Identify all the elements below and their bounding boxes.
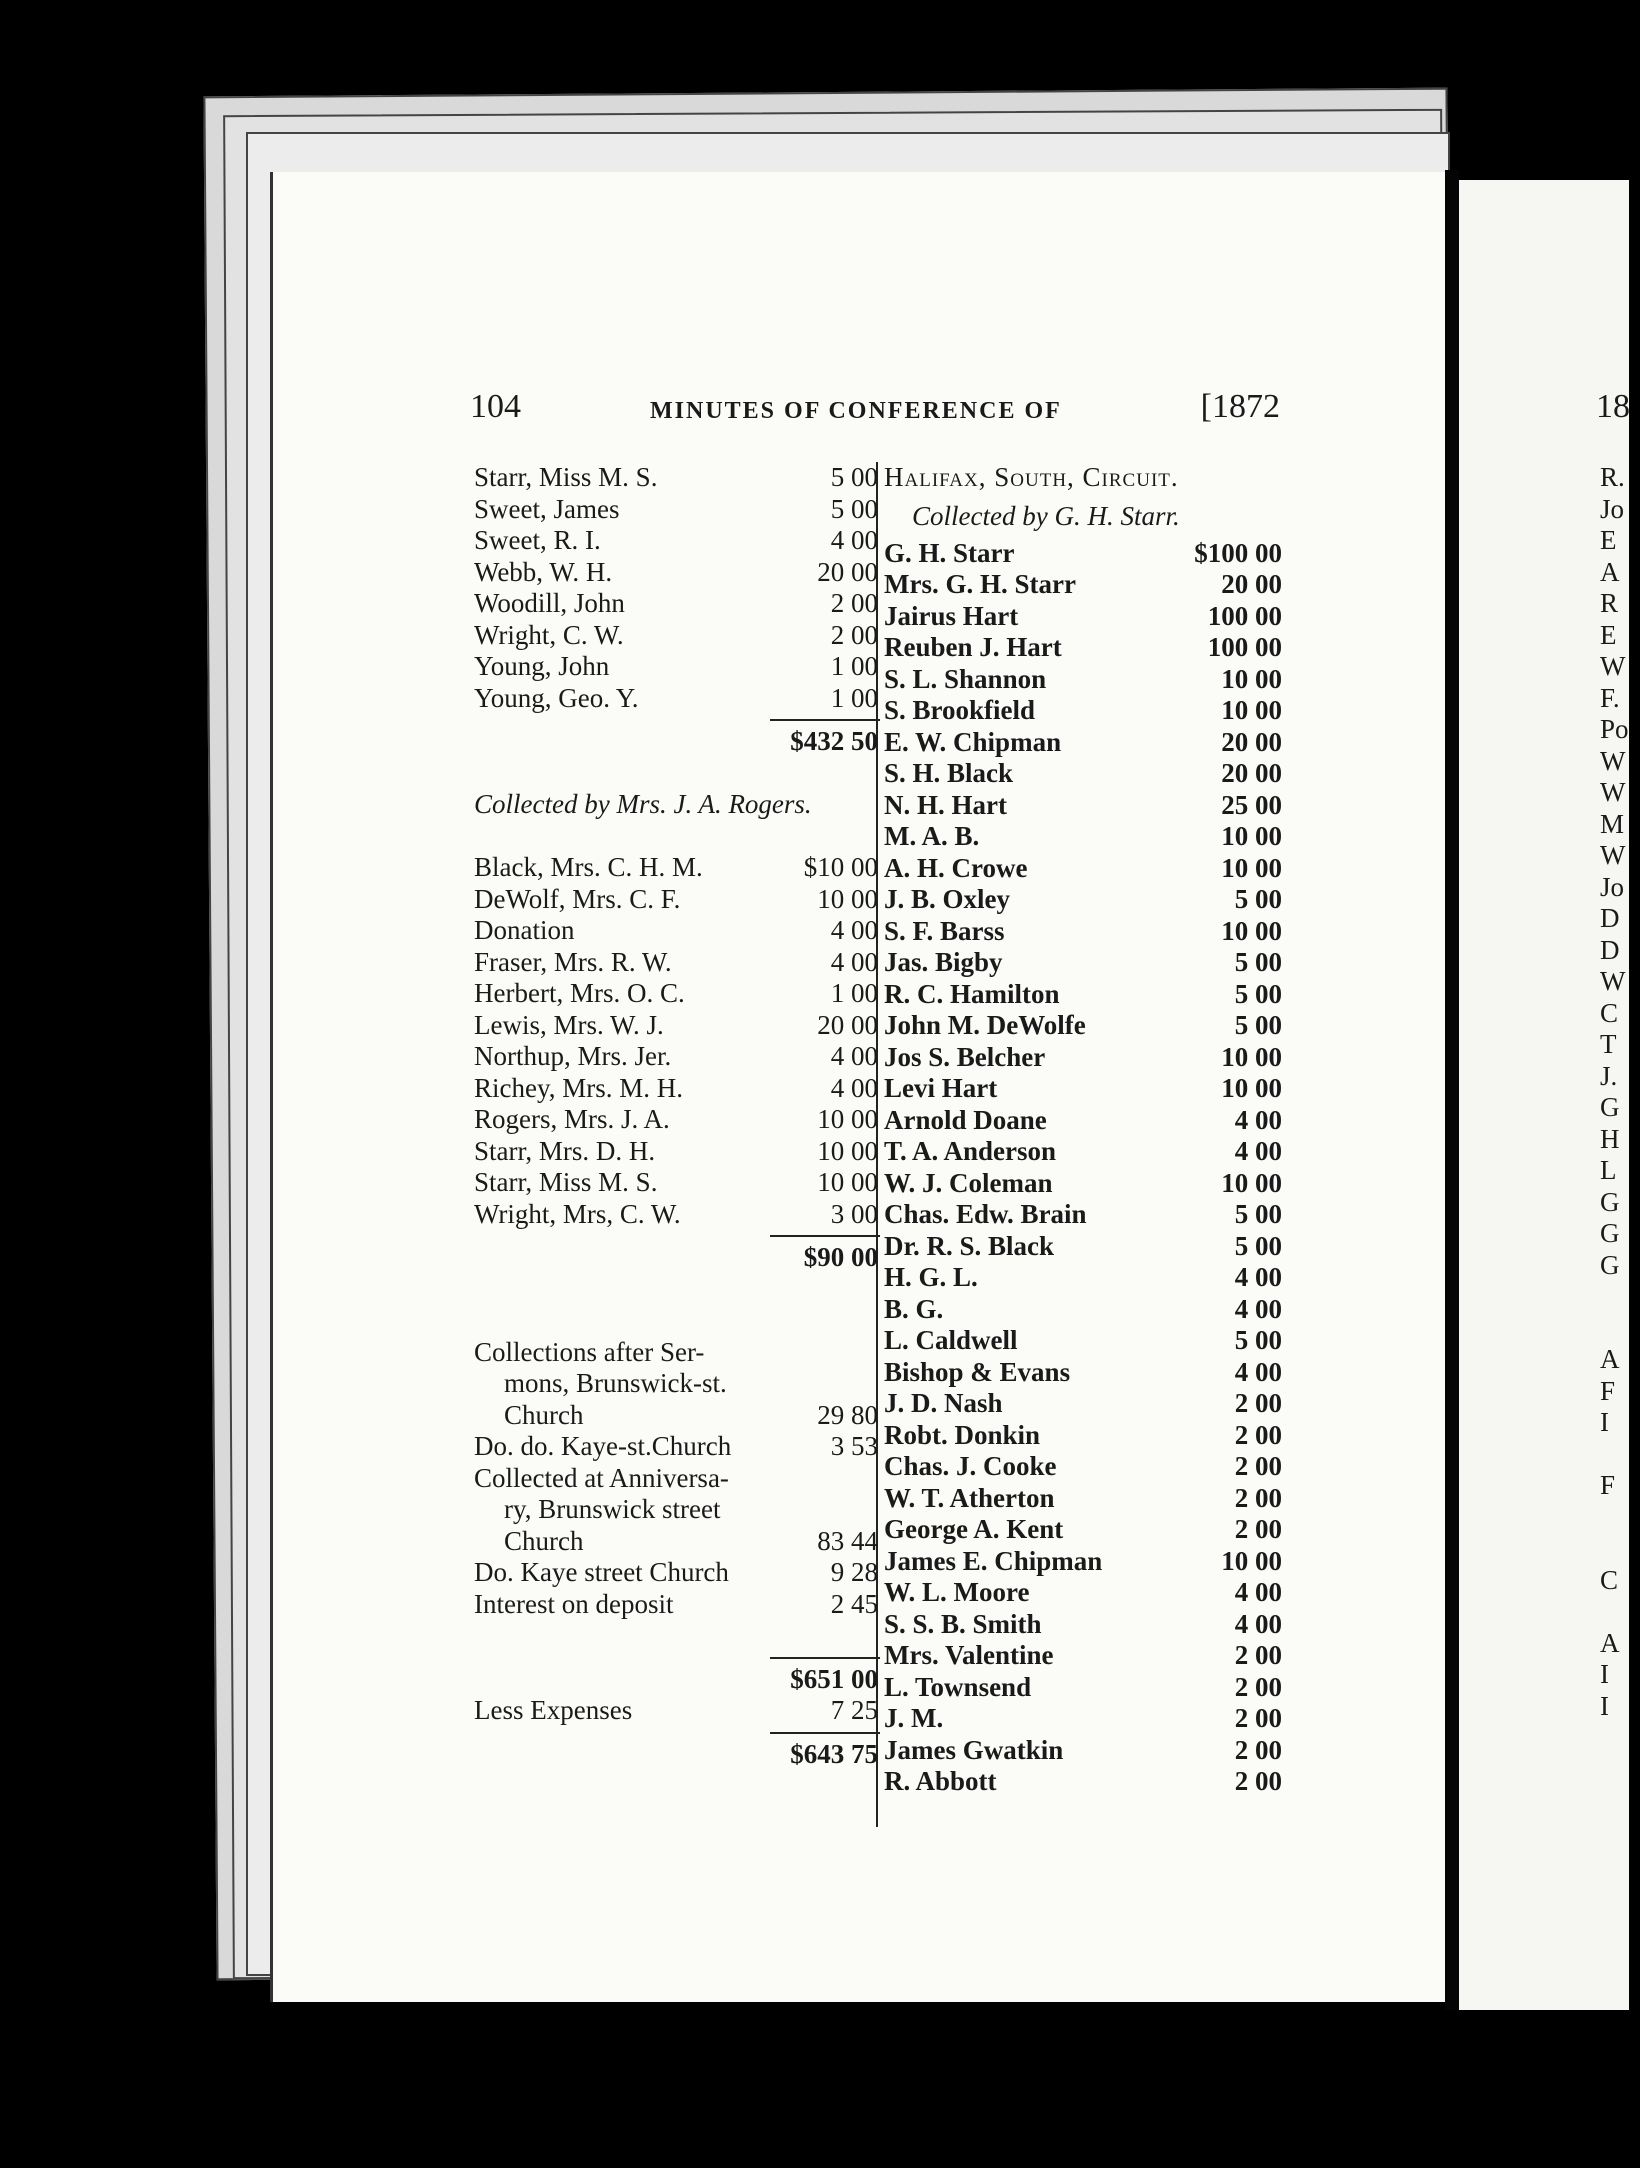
list-item-name: S. L. Shannon <box>884 663 1047 694</box>
list-item-amount: 10 00 <box>817 1167 878 1197</box>
list-item-name: W. J. Coleman <box>884 1167 1053 1198</box>
list-item-name: Chas. J. Cooke <box>884 1451 1057 1481</box>
total-amount: $432 50 <box>790 726 878 756</box>
list-item-amount: 20 00 <box>1221 569 1282 599</box>
list-item-amount: 2 00 <box>1234 1514 1282 1544</box>
collections-text: Collections after Ser- <box>474 1336 705 1367</box>
collected-by-heading <box>882 494 1282 538</box>
list-item-amount: 2 00 <box>1234 1482 1282 1513</box>
list-item-name: Black, Mrs. C. H. M. <box>474 852 703 882</box>
list-item-amount: 20 00 <box>817 556 878 587</box>
list-item-name: Starr, Mrs. D. H. <box>474 1135 656 1166</box>
list-item <box>470 557 880 589</box>
list-item-amount: 20 00 <box>817 1009 878 1040</box>
less-expenses-label: Less Expenses <box>474 1695 633 1725</box>
total-row <box>470 726 880 758</box>
facing-page-letter <box>1600 1439 1640 1471</box>
list-item-name: Young, Geo. Y. <box>474 682 639 713</box>
facing-page-letter: I <box>1600 1690 1609 1721</box>
list-item <box>470 1010 880 1042</box>
facing-page-number: 18 <box>1596 388 1630 425</box>
list-item-amount: 10 00 <box>1221 1041 1282 1072</box>
list-item-name: W. T. Atherton <box>884 1482 1055 1513</box>
list-item-amount: 5 00 <box>1234 1199 1282 1229</box>
list-item-name: Webb, W. H. <box>474 556 613 587</box>
less-expenses-amount: 7 25 <box>830 1695 878 1725</box>
subscriber-list-3 <box>882 538 1282 1798</box>
total-rule <box>470 1230 880 1242</box>
total-rule <box>470 1727 880 1739</box>
list-item <box>882 727 1282 759</box>
facing-page-letter: G <box>1600 1249 1620 1280</box>
list-item-amount: 25 00 <box>1221 789 1282 820</box>
list-item <box>882 1105 1282 1137</box>
list-item-amount: 100 00 <box>1207 600 1282 631</box>
facing-page-letter: W <box>1600 966 1626 996</box>
list-item <box>882 1420 1282 1452</box>
list-item <box>470 915 880 947</box>
final-total-amount: $643 75 <box>790 1738 878 1769</box>
facing-page-letter: C <box>1600 1564 1619 1595</box>
list-item-name: Richey, Mrs. M. H. <box>474 1072 683 1103</box>
subscriber-list-1 <box>470 462 880 714</box>
list-item-name: S. Brookfield <box>884 695 1036 725</box>
list-item-name: John M. DeWolfe <box>884 1010 1086 1040</box>
list-item <box>882 979 1282 1011</box>
list-item-amount: 2 00 <box>830 619 878 650</box>
list-item-amount: 5 00 <box>1234 1230 1282 1261</box>
list-item-amount: 5 00 <box>830 462 878 492</box>
facing-page-letter: R. <box>1600 462 1625 492</box>
list-item <box>470 620 880 652</box>
list-item-amount: 10 00 <box>1221 1073 1282 1103</box>
list-item <box>882 1514 1282 1546</box>
list-item-amount: 20 00 <box>1221 726 1282 757</box>
collections-line <box>470 1431 880 1463</box>
facing-page-letter: W <box>1600 777 1626 807</box>
list-item-name: DeWolf, Mrs. C. F. <box>474 883 681 914</box>
list-item-name: H. G. L. <box>884 1262 978 1292</box>
list-item-name: Young, John <box>474 651 610 681</box>
list-item-name: James Gwatkin <box>884 1734 1064 1765</box>
facing-page-letter: W <box>1600 840 1626 870</box>
list-item-name: Northup, Mrs. Jer. <box>474 1041 672 1071</box>
list-item <box>882 1388 1282 1420</box>
collected-by-label: Collected by G. H. Starr. <box>912 500 1180 531</box>
list-item <box>882 1136 1282 1168</box>
list-item <box>882 790 1282 822</box>
list-item-name: S. S. B. Smith <box>884 1608 1042 1639</box>
collections-line <box>470 1400 880 1432</box>
list-item-amount: 1 00 <box>830 978 878 1008</box>
list-item-name: N. H. Hart <box>884 789 1007 820</box>
list-item-amount: 4 00 <box>830 1072 878 1103</box>
list-item-name: L. Townsend <box>884 1671 1032 1702</box>
list-item <box>470 1136 880 1168</box>
list-item <box>882 1357 1282 1389</box>
facing-page-letter: F <box>1600 1375 1616 1406</box>
list-item <box>882 1640 1282 1672</box>
facing-page-letter: W <box>1600 651 1626 681</box>
list-item <box>470 462 880 494</box>
facing-page-letter: J. <box>1600 1060 1618 1091</box>
list-item <box>882 1451 1282 1483</box>
collections-line <box>470 1463 880 1495</box>
list-item <box>470 947 880 979</box>
list-item-name: R. Abbott <box>884 1766 997 1796</box>
collections-line <box>470 1368 880 1400</box>
list-item-name: W. L. Moore <box>884 1577 1030 1607</box>
facing-page-letter <box>1600 1533 1640 1565</box>
list-item <box>882 947 1282 979</box>
list-item-amount: 10 00 <box>1221 1545 1282 1576</box>
total-amount: $90 00 <box>803 1242 878 1272</box>
list-item-amount: 5 00 <box>1234 947 1282 977</box>
list-item <box>882 1703 1282 1735</box>
facing-page-letter: Jo <box>1600 871 1625 902</box>
list-item <box>470 1104 880 1136</box>
list-item <box>882 1168 1282 1200</box>
facing-page-letter: D <box>1600 934 1620 965</box>
list-item-amount: 10 00 <box>817 1135 878 1166</box>
list-item-name: Sweet, R. I. <box>474 525 601 555</box>
list-item <box>470 494 880 526</box>
facing-page-letter <box>1600 1502 1640 1534</box>
list-item-name: Lewis, Mrs. W. J. <box>474 1009 664 1040</box>
collections-text: Interest on deposit <box>474 1588 674 1619</box>
list-item-name: Reuben J. Hart <box>884 632 1062 662</box>
list-item-name: Wright, C. W. <box>474 619 624 650</box>
facing-page-letter: F <box>1600 1470 1616 1500</box>
list-item-name: Robt. Donkin <box>884 1419 1041 1450</box>
list-item <box>882 1199 1282 1231</box>
list-item-amount: 10 00 <box>817 883 878 914</box>
list-item-amount: 2 00 <box>1234 1766 1282 1796</box>
list-item-name: G. H. Starr <box>884 537 1015 568</box>
facing-page-letter: E <box>1600 619 1617 650</box>
list-item <box>470 884 880 916</box>
facing-page-letter: G <box>1600 1186 1620 1217</box>
list-item-name: Starr, Miss M. S. <box>474 1167 658 1197</box>
list-item-amount: 2 00 <box>830 588 878 618</box>
list-item-name: Jos S. Belcher <box>884 1041 1046 1072</box>
list-item <box>882 853 1282 885</box>
collections-line <box>470 1494 880 1526</box>
list-item <box>470 525 880 557</box>
list-item <box>470 1073 880 1105</box>
final-total-row <box>470 1739 880 1771</box>
book-gutter <box>1445 170 1459 2010</box>
total-rule <box>470 714 880 726</box>
list-item <box>470 1199 880 1231</box>
list-item-name: Mrs. Valentine <box>884 1640 1054 1670</box>
list-item-amount: 4 00 <box>1234 1577 1282 1607</box>
list-item-name: Woodill, John <box>474 588 625 618</box>
list-item-name: Levi Hart <box>884 1073 998 1103</box>
less-expenses-row <box>470 1695 880 1727</box>
list-item-amount: 4 00 <box>1234 1262 1282 1292</box>
total-rule <box>470 1652 880 1664</box>
list-item <box>882 664 1282 696</box>
list-item-amount: 4 00 <box>1234 1136 1282 1166</box>
collections-line <box>470 1526 880 1558</box>
collections-text: Church <box>504 1525 584 1556</box>
facing-page-letter: G <box>1600 1092 1620 1122</box>
list-item-amount: 10 00 <box>817 1104 878 1134</box>
facing-page-letter <box>1600 1281 1640 1313</box>
list-item <box>882 1042 1282 1074</box>
list-item-amount: 2 00 <box>1234 1671 1282 1702</box>
list-item-amount: 4 00 <box>1234 1293 1282 1324</box>
facing-page-letter: D <box>1600 903 1620 933</box>
list-item-name: J. M. <box>884 1703 944 1733</box>
list-item-name: Sweet, James <box>474 493 620 524</box>
facing-page-letter: H <box>1600 1123 1620 1154</box>
list-item-name: Fraser, Mrs. R. W. <box>474 946 672 977</box>
list-item-name: J. B. Oxley <box>884 884 1010 914</box>
circuit-heading-row <box>882 462 1282 494</box>
facing-page-letter: G <box>1600 1218 1620 1248</box>
list-item-name: M. A. B. <box>884 821 980 851</box>
subtotal-row <box>470 1664 880 1696</box>
list-item-amount: 2 00 <box>1234 1419 1282 1450</box>
list-item-name: Jas. Bigby <box>884 947 1003 977</box>
list-item-amount: 4 00 <box>830 525 878 555</box>
total-row <box>470 1242 880 1274</box>
list-item <box>882 632 1282 664</box>
list-item-name: J. D. Nash <box>884 1388 1003 1418</box>
list-item-amount: 2 00 <box>1234 1703 1282 1733</box>
list-item-name: L. Caldwell <box>884 1325 1018 1355</box>
list-item-amount: 10 00 <box>1221 852 1282 883</box>
list-item-name: Rogers, Mrs. J. A. <box>474 1104 670 1134</box>
list-item-name: Wright, Mrs, C. W. <box>474 1198 681 1229</box>
list-item-amount: 2 00 <box>1234 1734 1282 1765</box>
list-item-amount: 5 00 <box>1234 1325 1282 1355</box>
running-title: MINUTES OF CONFERENCE OF <box>650 398 1062 424</box>
list-item <box>882 1735 1282 1767</box>
list-item-amount: 2 00 <box>1234 1451 1282 1481</box>
list-item <box>470 852 880 884</box>
list-item-amount: 4 00 <box>830 1041 878 1071</box>
list-item-amount: 20 00 <box>1221 758 1282 788</box>
collections-text: Do. Kaye street Church <box>474 1557 729 1587</box>
list-item-amount: 4 00 <box>830 946 878 977</box>
page-header <box>470 388 1280 436</box>
facing-page-letter: E <box>1600 525 1617 555</box>
subscriber-list-2 <box>470 852 880 1230</box>
collections-line <box>470 1557 880 1589</box>
collections-line <box>470 1589 880 1621</box>
list-item-amount: 2 00 <box>1234 1388 1282 1418</box>
list-item-amount: 10 00 <box>1221 695 1282 725</box>
collected-by-label: Collected by Mrs. J. A. Rogers. <box>474 789 812 819</box>
list-item <box>882 1546 1282 1578</box>
facing-page-letter: Po <box>1600 714 1629 744</box>
facing-page-letter: F. <box>1600 682 1620 713</box>
list-item-amount: 5 00 <box>1234 1010 1282 1040</box>
collections-amount: 83 44 <box>817 1525 878 1556</box>
list-item-amount: 4 00 <box>830 915 878 945</box>
collections-amount: 2 45 <box>830 1588 878 1619</box>
list-item-amount: 5 00 <box>1234 884 1282 914</box>
list-item <box>882 538 1282 570</box>
list-item <box>882 1294 1282 1326</box>
collections-amount: 9 28 <box>830 1557 878 1587</box>
list-item-name: A. H. Crowe <box>884 852 1028 883</box>
facing-page-letter: I <box>1600 1659 1609 1689</box>
list-item-name: B. G. <box>884 1293 944 1324</box>
list-item-name: Bishop & Evans <box>884 1356 1071 1387</box>
facing-page-letter: A <box>1600 1627 1620 1658</box>
list-item-name: Chas. Edw. Brain <box>884 1199 1087 1229</box>
list-item <box>882 1609 1282 1641</box>
list-item-name: Arnold Doane <box>884 1104 1047 1135</box>
list-item <box>882 1325 1282 1357</box>
list-item <box>882 1073 1282 1105</box>
list-item <box>882 695 1282 727</box>
list-item-amount: $100 00 <box>1194 537 1282 568</box>
subtotal-amount: $651 00 <box>790 1663 878 1694</box>
list-item-amount: 5 00 <box>830 493 878 524</box>
list-item <box>882 916 1282 948</box>
circuit-heading: Halifax, South, Circuit. <box>884 462 1179 492</box>
list-item-amount: 10 00 <box>1221 821 1282 851</box>
list-item-name: James E. Chipman <box>884 1545 1103 1576</box>
list-item <box>882 1231 1282 1263</box>
collections-text: Collected at Anniversa- <box>474 1462 729 1493</box>
list-item <box>882 884 1282 916</box>
facing-page-letter: L <box>1600 1155 1617 1185</box>
list-item-amount: 10 00 <box>1221 663 1282 694</box>
collections-text: ry, Brunswick street <box>504 1494 721 1524</box>
list-item <box>882 1010 1282 1042</box>
list-item <box>882 601 1282 633</box>
right-column <box>882 462 1282 1798</box>
list-item <box>882 1262 1282 1294</box>
list-item-name: Jairus Hart <box>884 600 1019 631</box>
facing-page-letter: C <box>1600 997 1619 1028</box>
list-item-name: S. H. Black <box>884 758 1014 788</box>
facing-page-letter: M <box>1600 808 1625 839</box>
list-item <box>470 1167 880 1199</box>
list-item <box>882 1577 1282 1609</box>
collections-line <box>470 1337 880 1369</box>
list-item-amount: 3 00 <box>830 1198 878 1229</box>
list-item <box>470 588 880 620</box>
facing-page-letter: A <box>1600 556 1620 587</box>
facing-page-letter <box>1600 1596 1640 1628</box>
list-item-amount: 1 00 <box>830 682 878 713</box>
facing-page-letter: A <box>1600 1344 1620 1374</box>
list-item-amount: 4 00 <box>1234 1104 1282 1135</box>
collections-amount: 29 80 <box>817 1399 878 1430</box>
list-item <box>470 651 880 683</box>
list-item-name: Starr, Miss M. S. <box>474 462 658 492</box>
list-item <box>470 1041 880 1073</box>
list-item-name: Herbert, Mrs. O. C. <box>474 978 685 1008</box>
left-column <box>470 462 880 1770</box>
list-item-amount: 100 00 <box>1207 632 1282 662</box>
list-item-name: Donation <box>474 915 575 945</box>
facing-page-letter: Jo <box>1600 493 1625 524</box>
collections-text: Do. do. Kaye-st.Church <box>474 1431 732 1461</box>
facing-page-letter: I <box>1600 1407 1609 1437</box>
list-item-name: E. W. Chipman <box>884 726 1062 757</box>
list-item <box>882 569 1282 601</box>
collections-text: Church <box>504 1399 584 1430</box>
list-item <box>470 978 880 1010</box>
facing-page-letter: T <box>1600 1029 1617 1059</box>
year: [1872 <box>1200 388 1280 425</box>
list-item <box>882 1766 1282 1798</box>
list-item-amount: 10 00 <box>1221 1167 1282 1198</box>
list-item <box>882 1483 1282 1515</box>
collections-amount: 3 53 <box>830 1431 878 1461</box>
facing-page-letter: R <box>1600 588 1619 618</box>
list-item-name: Dr. R. S. Black <box>884 1230 1055 1261</box>
list-item <box>882 821 1282 853</box>
facing-page-letter: W <box>1600 745 1626 776</box>
list-item-amount: 4 00 <box>1234 1608 1282 1639</box>
collections-text: mons, Brunswick-st. <box>504 1368 727 1398</box>
list-item-amount: 10 00 <box>1221 915 1282 946</box>
list-item-amount: 5 00 <box>1234 978 1282 1009</box>
list-item-name: Mrs. G. H. Starr <box>884 569 1076 599</box>
facing-page-letters <box>1600 462 1640 1722</box>
list-item <box>882 1672 1282 1704</box>
facing-page-letter <box>1600 1313 1640 1345</box>
list-item <box>470 683 880 715</box>
page-number: 104 <box>470 388 521 425</box>
list-item-amount: 4 00 <box>1234 1356 1282 1387</box>
list-item-name: T. A. Anderson <box>884 1136 1057 1166</box>
list-item <box>882 758 1282 790</box>
list-item-name: R. C. Hamilton <box>884 978 1060 1009</box>
list-item-name: S. F. Barss <box>884 915 1005 946</box>
list-item-amount: $10 00 <box>803 852 878 882</box>
list-item-name: George A. Kent <box>884 1514 1064 1544</box>
collected-by-heading <box>470 789 880 821</box>
list-item-amount: 1 00 <box>830 651 878 681</box>
list-item-amount: 2 00 <box>1234 1640 1282 1670</box>
